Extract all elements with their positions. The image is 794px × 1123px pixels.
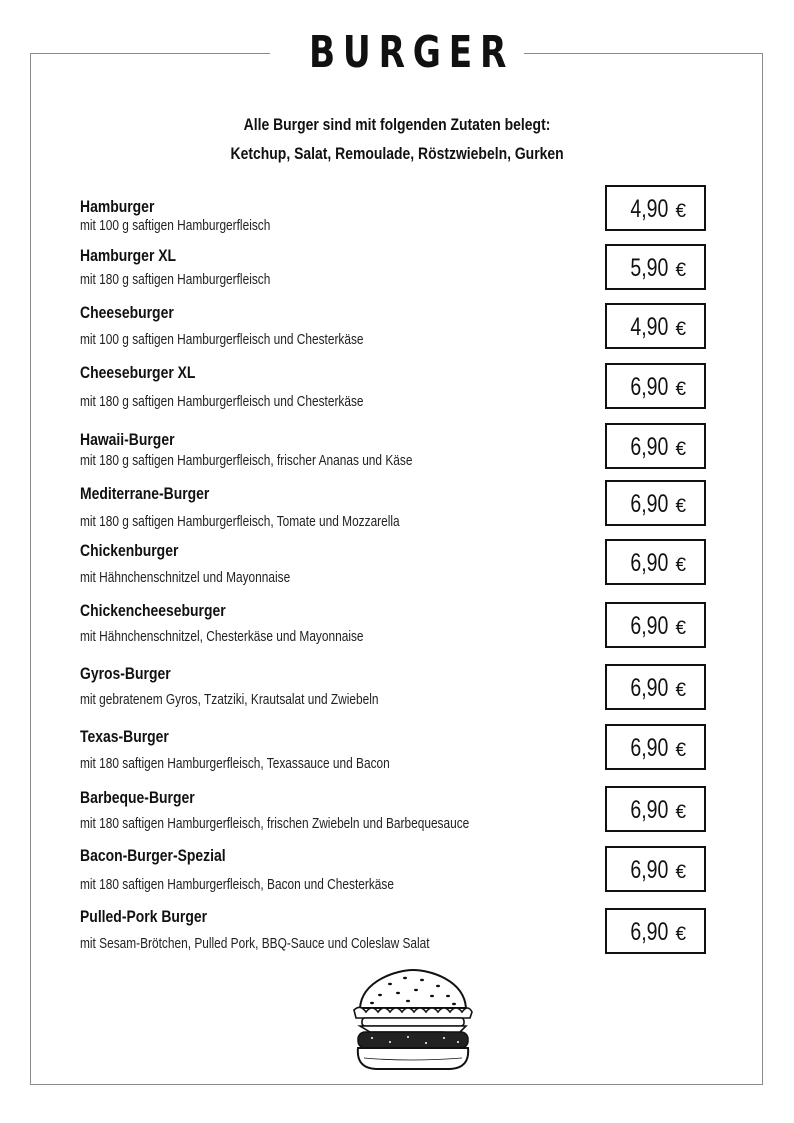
price-box	[605, 423, 706, 469]
item-description: mit Sesam-Brötchen, Pulled Pork, BBQ-Sauce und Coleslaw Salat	[80, 936, 430, 952]
currency-symbol: €	[675, 555, 687, 576]
item-description: mit 100 g saftigen Hamburgerfleisch	[80, 218, 271, 234]
menu-item	[80, 197, 600, 234]
currency-symbol: €	[675, 862, 687, 883]
price-box	[605, 185, 706, 231]
currency-symbol: €	[675, 201, 687, 222]
menu-item	[80, 788, 600, 832]
price-box	[605, 480, 706, 526]
currency-symbol: €	[675, 319, 687, 340]
price-box	[605, 724, 706, 770]
currency-symbol: €	[675, 439, 687, 460]
price-value: 6,90	[630, 918, 669, 946]
price-box	[605, 664, 706, 710]
item-name: Bacon-Burger-Spezial	[80, 846, 226, 865]
menu-item	[80, 846, 600, 893]
price-box	[605, 363, 706, 409]
price-box	[605, 602, 706, 648]
burger-illustration-icon	[350, 968, 476, 1072]
price-box	[605, 786, 706, 832]
intro-line-2: Ketchup, Salat, Remoulade, Röstzwiebeln, Gurken	[230, 144, 564, 163]
price-value: 4,90	[630, 313, 669, 341]
menu-item	[80, 727, 600, 772]
item-name: Texas-Burger	[80, 727, 169, 746]
price-value: 6,90	[630, 612, 669, 640]
item-description: mit Hähnchenschnitzel und Mayonnaise	[80, 570, 291, 586]
item-description: mit 180 saftigen Hamburgerfleisch, frischen Zwiebeln und Barbequesauce	[80, 816, 470, 832]
price-value: 6,90	[630, 796, 669, 824]
item-name: Pulled-Pork Burger	[80, 907, 208, 926]
title-block	[270, 20, 524, 86]
item-description: mit 180 saftigen Hamburgerfleisch, Bacon und Chesterkäse	[80, 877, 394, 893]
price-box	[605, 846, 706, 892]
price-box	[605, 303, 706, 349]
price-value: 6,90	[630, 856, 669, 884]
currency-symbol: €	[675, 740, 687, 761]
item-description: mit 180 g saftigen Hamburgerfleisch, Tomate und Mozzarella	[80, 514, 400, 530]
currency-symbol: €	[675, 680, 687, 701]
menu-item	[80, 541, 600, 586]
item-description: mit 180 g saftigen Hamburgerfleisch	[80, 272, 271, 288]
item-description: mit 180 g saftigen Hamburgerfleisch und Chesterkäse	[80, 394, 364, 410]
item-description: mit Hähnchenschnitzel, Chesterkäse und Mayonnaise	[80, 629, 364, 645]
price-box	[605, 908, 706, 954]
currency-symbol: €	[675, 496, 687, 517]
item-name: Cheeseburger XL	[80, 363, 196, 382]
menu-item	[80, 363, 600, 410]
item-description: mit 100 g saftigen Hamburgerfleisch und Chesterkäse	[80, 332, 364, 348]
item-name: Mediterrane-Burger	[80, 484, 210, 503]
price-value: 6,90	[630, 490, 669, 518]
currency-symbol: €	[675, 802, 687, 823]
item-description: mit 180 g saftigen Hamburgerfleisch, frischer Ananas und Käse	[80, 453, 413, 469]
item-name: Chickencheeseburger	[80, 601, 226, 620]
item-name: Hamburger XL	[80, 246, 177, 265]
item-name: Hawaii-Burger	[80, 430, 175, 449]
item-name: Hamburger	[80, 197, 155, 216]
currency-symbol: €	[675, 618, 687, 639]
menu-item	[80, 303, 600, 348]
item-name: Cheeseburger	[80, 303, 174, 322]
price-value: 6,90	[630, 549, 669, 577]
item-description: mit gebratenem Gyros, Tzatziki, Krautsalat und Zwiebeln	[80, 692, 379, 708]
price-value: 6,90	[630, 734, 669, 762]
item-name: Gyros-Burger	[80, 664, 171, 683]
menu-item	[80, 601, 600, 645]
currency-symbol: €	[675, 260, 687, 281]
intro-line-1: Alle Burger sind mit folgenden Zutaten belegt:	[243, 115, 551, 134]
item-name: Chickenburger	[80, 541, 179, 560]
price-value: 4,90	[630, 195, 669, 223]
currency-symbol: €	[675, 924, 687, 945]
price-value: 6,90	[630, 373, 669, 401]
menu-item	[80, 430, 600, 469]
menu-item	[80, 664, 600, 708]
item-description: mit 180 saftigen Hamburgerfleisch, Texassauce und Bacon	[80, 756, 390, 772]
price-value: 5,90	[630, 254, 669, 282]
currency-symbol: €	[675, 379, 687, 400]
price-value: 6,90	[630, 674, 669, 702]
price-box	[605, 539, 706, 585]
price-value: 6,90	[630, 433, 669, 461]
item-name: Barbeque-Burger	[80, 788, 195, 807]
menu-item	[80, 907, 600, 952]
price-box	[605, 244, 706, 290]
menu-item	[80, 246, 600, 288]
menu-item	[80, 484, 600, 530]
page-title: BURGER	[308, 27, 515, 78]
